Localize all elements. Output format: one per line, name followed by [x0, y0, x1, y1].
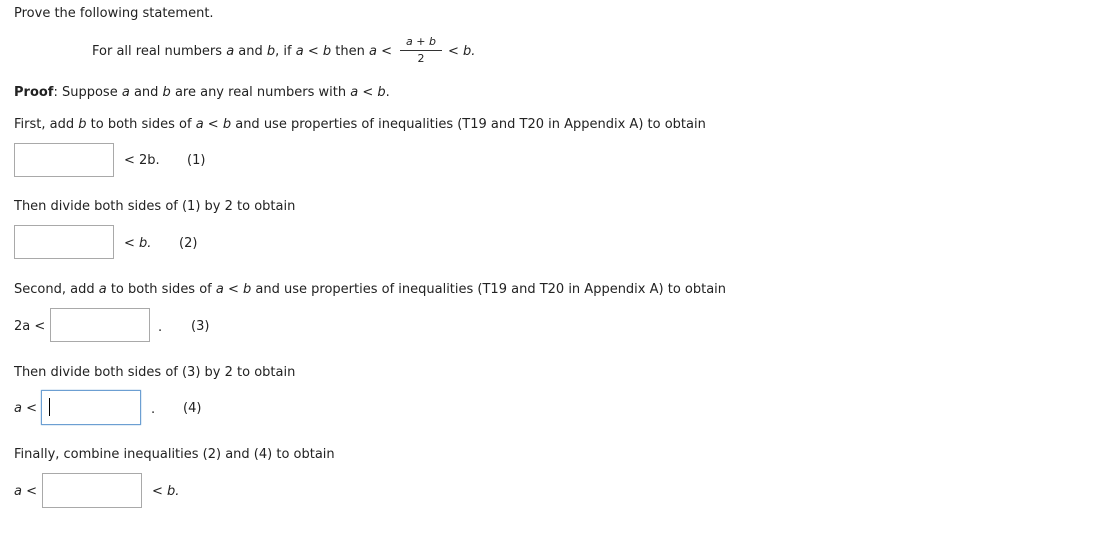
proof-intro-end: .: [385, 85, 390, 100]
step1-text-a: First, add: [14, 117, 79, 132]
proof-intro-cond: a < b: [350, 85, 386, 100]
step1-text-b: to both sides of: [86, 117, 196, 132]
step1-cond: a < b: [195, 117, 232, 132]
proof-and: and: [129, 85, 163, 100]
step5-before-text: a <: [14, 484, 37, 499]
statement-fraction: [398, 35, 444, 66]
statement-and: and: [234, 44, 267, 59]
step3-dot: .: [158, 320, 163, 335]
step2-after-text: < b.: [124, 236, 152, 251]
statement-text: [92, 44, 392, 59]
statement-var-a: a: [226, 44, 235, 59]
statement-rhs-text: < b.: [448, 44, 476, 59]
fraction-bar: [400, 50, 442, 51]
text-caret: [49, 398, 50, 416]
step2-tag: (2): [179, 236, 198, 251]
step5-before: [14, 484, 37, 499]
step4-dot: .: [151, 402, 156, 417]
statement-lhs: a <: [368, 44, 392, 59]
step5-after: [152, 484, 179, 499]
instruction-text: Prove the following statement.: [14, 6, 214, 21]
step1-var: b: [78, 117, 87, 132]
step3-text-a: Second, add: [14, 282, 99, 297]
step3-var: a: [98, 282, 107, 297]
step1-text-c: and use properties of inequalities (T19 and T20 in Appendix A) to obtain: [231, 117, 706, 132]
step1-text: [14, 117, 706, 132]
answer-input-2[interactable]: [14, 225, 114, 259]
answer-input-1[interactable]: [14, 143, 114, 177]
step3-text-b: to both sides of: [106, 282, 216, 297]
statement-rhs: [448, 44, 475, 59]
statement-var-b: b: [266, 44, 276, 59]
statement-cond: a < b: [295, 44, 332, 59]
answer-input-3[interactable]: [50, 308, 150, 342]
step4-tag: (4): [183, 401, 202, 416]
answer-input-4[interactable]: [41, 390, 141, 425]
statement-if: , if: [275, 44, 296, 59]
step1-after: [124, 153, 160, 168]
step2-after: [124, 236, 151, 251]
proof-label: Proof: [14, 85, 54, 100]
step4-before: [14, 401, 37, 416]
step5-after-text: < b.: [152, 484, 180, 499]
statement-prefix: For all real numbers: [92, 44, 227, 59]
step3-tag: (3): [191, 319, 210, 334]
proof-intro-b: are any real numbers with: [170, 85, 351, 100]
statement-then: then: [331, 44, 369, 59]
step4-before-text: a <: [14, 401, 37, 416]
answer-input-5[interactable]: [42, 473, 142, 508]
step2-text: Then divide both sides of (1) by 2 to obtain: [14, 199, 296, 214]
fraction-numerator: a + b: [406, 35, 436, 48]
step3-text: [14, 282, 726, 297]
step4-text: Then divide both sides of (3) by 2 to obtain: [14, 365, 296, 380]
proof-intro-a: : Suppose: [53, 85, 122, 100]
proof-var-a: a: [121, 85, 130, 100]
step3-before: 2a <: [14, 319, 46, 334]
step1-tag: (1): [187, 153, 206, 168]
fraction-denominator: 2: [417, 52, 425, 65]
step3-cond: a < b: [215, 282, 252, 297]
step3-text-c: and use properties of inequalities (T19 and T20 in Appendix A) to obtain: [251, 282, 727, 297]
step5-text: Finally, combine inequalities (2) and (4) to obtain: [14, 447, 335, 462]
step1-after-text: < 2b.: [124, 153, 160, 168]
proof-intro: [14, 85, 390, 100]
proof-var-b: b: [162, 85, 171, 100]
